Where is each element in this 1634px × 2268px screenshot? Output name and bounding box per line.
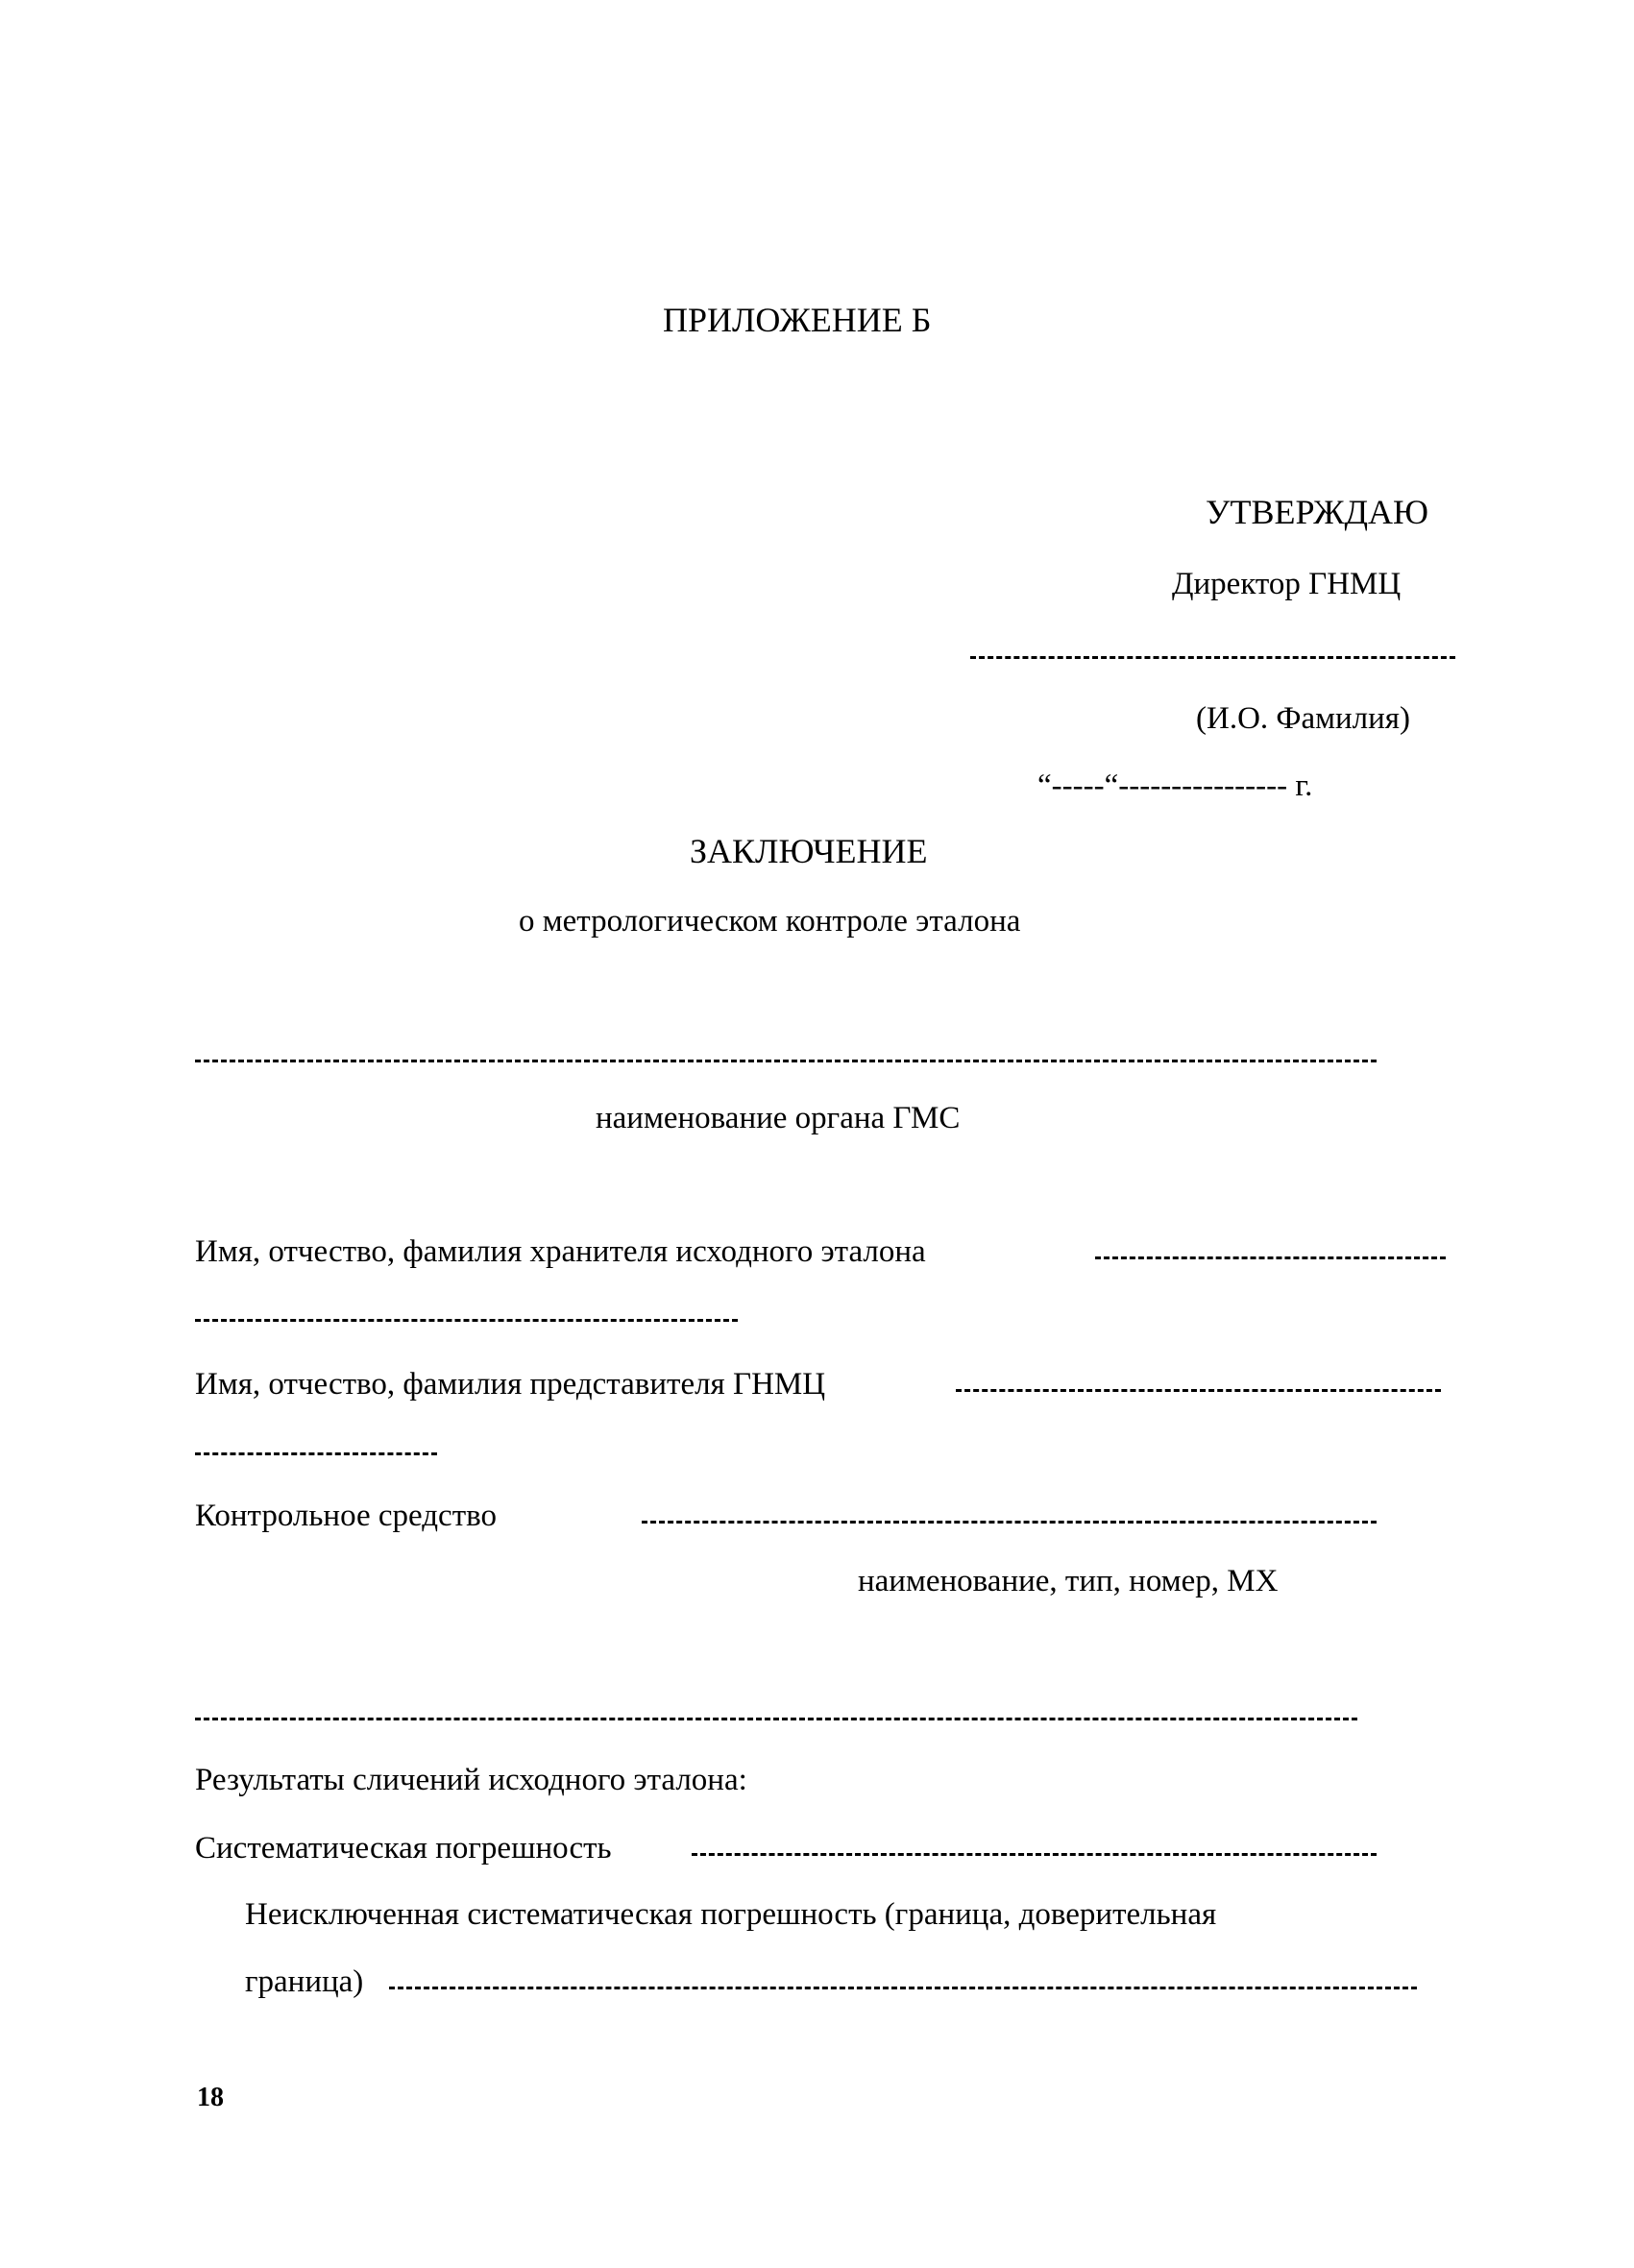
systematic-line: [692, 1853, 1377, 1856]
nonexcluded-line: [389, 1987, 1417, 1989]
signature-line: [970, 656, 1455, 659]
control-label: Контрольное средство: [195, 1499, 497, 1533]
director-position: Директор ГНМЦ: [1172, 567, 1402, 601]
rep-line-cont: [195, 1452, 437, 1455]
date-line: “-----“---------------- г.: [1037, 768, 1313, 803]
rep-line: [956, 1389, 1441, 1392]
document-subtitle: о метрологическом контроле эталона: [519, 904, 1021, 939]
control-caption: наименование, тип, номер, МХ: [858, 1564, 1279, 1598]
systematic-label: Систематическая погрешность: [195, 1831, 612, 1866]
document-title: ЗАКЛЮЧЕНИЕ: [690, 832, 928, 870]
appendix-title: ПРИЛОЖЕНИЕ Б: [663, 301, 932, 339]
nonexcluded-label-cont: граница): [245, 1964, 364, 1999]
organ-line: [195, 1060, 1377, 1062]
keeper-label: Имя, отчество, фамилия хранителя исходного эталона: [195, 1234, 926, 1269]
control-line-cont: [195, 1718, 1357, 1720]
keeper-line: [1095, 1256, 1446, 1259]
keeper-line-cont: [195, 1319, 738, 1322]
nonexcluded-label: Неисключенная систематическая погрешность (граница, доверительная: [245, 1897, 1217, 1932]
page-number: 18: [197, 2083, 224, 2112]
control-line: [642, 1521, 1377, 1524]
name-caption: (И.О. Фамилия): [1196, 701, 1410, 736]
rep-label: Имя, отчество, фамилия представителя ГНМЦ: [195, 1367, 826, 1402]
results-label: Результаты сличений исходного эталона:: [195, 1763, 747, 1797]
organ-caption: наименование органа ГМС: [596, 1101, 961, 1135]
approve-label: УТВЕРЖДАЮ: [1206, 493, 1429, 531]
